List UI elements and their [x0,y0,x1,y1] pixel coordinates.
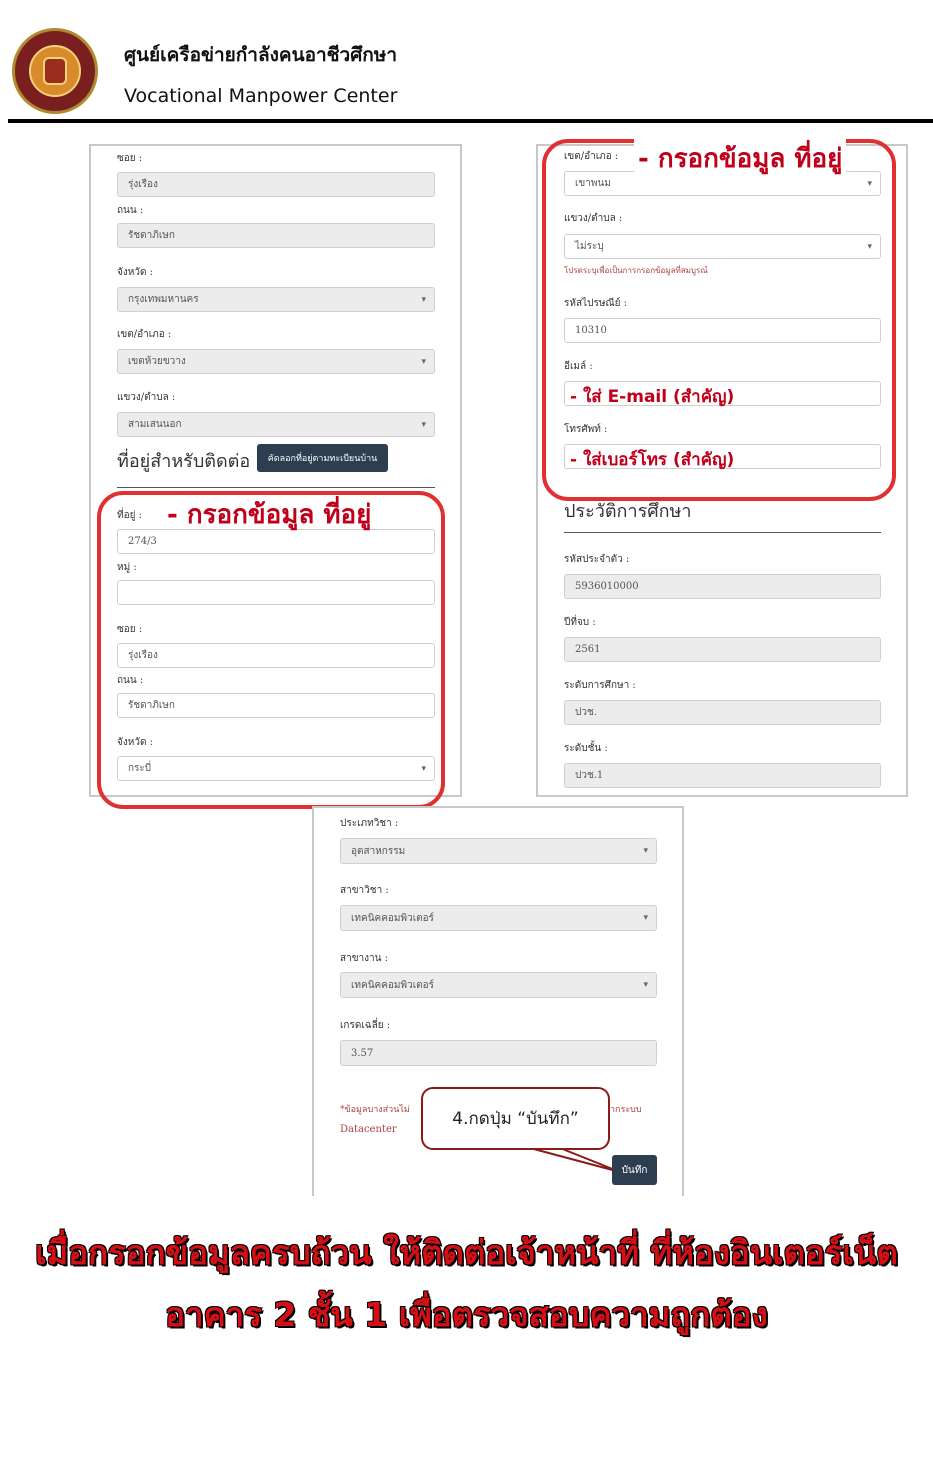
field-label: จังหวัด : [117,267,153,278]
save-button[interactable]: บันทึก [612,1155,657,1185]
field-label: รหัสประจำตัว : [564,554,630,565]
field-label: จังหวัด : [117,737,153,748]
district-select[interactable]: เขตห้วยขวาง ▾ [117,349,435,374]
field-label: ถนน : [117,675,144,686]
work-field-select[interactable]: เทคนิคคอมพิวเตอร์ ▾ [340,972,657,998]
contact-road-input[interactable]: รัชดาภิเษก [117,693,435,718]
instruction-line-2: อาคาร 2 ชั้น 1 เพื่อตรวจสอบความถูกต้อง [165,1295,768,1334]
field-label: อีเมล์ : [564,361,593,372]
subdistrict-hint: โปรดระบุเพื่อเป็นการกรอกข้อมูลที่สมบูรณ์ [564,266,708,275]
road-input[interactable]: รัชดาภิเษก [117,223,435,248]
subdistrict-select[interactable]: สามเสนนอก ▾ [117,412,435,437]
header-title-english: Vocational Manpower Center [124,85,398,107]
contact-section-title: ที่อยู่สำหรับติดต่อ [117,451,251,472]
right-subdistrict-select[interactable]: ไม่ระบุ ▾ [564,234,881,259]
field-label: หมู่ : [117,562,137,573]
student-id-input[interactable]: 5936010000 [564,574,881,599]
contact-province-select[interactable]: กระบี่ ▾ [117,756,435,781]
postal-code-input[interactable]: 10310 [564,318,881,343]
major-select[interactable]: เทคนิคคอมพิวเตอร์ ▾ [340,905,657,931]
field-label: ซอย : [117,624,143,635]
copy-address-button[interactable]: คัดลอกที่อยู่ตามทะเบียนบ้าน [257,444,388,472]
contact-soi-input[interactable]: รุ่งเรือง [117,643,435,668]
subject-type-select[interactable]: อุตสาหกรรม ▾ [340,838,657,864]
annotation-address: - กรอกข้อมูล ที่อยู่ [167,500,372,530]
field-label: แขวง/ตำบล : [117,392,176,403]
field-label: แขวง/ตำบล : [564,213,623,224]
highlight-box-address [97,491,445,809]
note-text-datacenter: Datacenter [340,1124,397,1135]
instruction-line-1: เมื่อกรอกข้อมูลครบถ้วน ให้ติดต่อเจ้าหน้าที่ ที่ห้องอินเตอร์เน็ต [35,1233,898,1272]
annotation-email: - ใส่ E-mail (สำคัญ) [570,387,735,407]
education-level-input[interactable]: ปวช. [564,700,881,725]
note-text-right: ากระบบ [610,1105,642,1115]
callout-press-save: 4.กดปุ่ม “บันทึก” [421,1087,610,1150]
field-label: เขต/อำเภอ : [117,329,172,340]
address-input[interactable]: 274/3 [117,529,435,554]
institution-logo [12,28,98,114]
header-title-thai: ศูนย์เครือข่ายกำลังคนอาชีวศึกษา [124,44,397,66]
field-label: สาขาวิชา : [340,885,389,896]
note-text-left: *ข้อมูลบางส่วนไม่ [340,1105,410,1115]
field-label: รหัสไปรษณีย์ : [564,298,628,309]
education-section-title: ประวัติการศึกษา [564,501,692,522]
section-divider [564,532,881,533]
right-district-select[interactable]: เขาพนม ▾ [564,171,881,196]
field-label: ปีที่จบ : [564,617,596,628]
annotation-address-right: - กรอกข้อมูล ที่อยู่ [634,138,846,179]
header-divider [8,119,933,123]
province-select[interactable]: กรุงเทพมหานคร ▾ [117,287,435,312]
field-label: ระดับชั้น : [564,743,608,754]
graduation-year-input[interactable]: 2561 [564,637,881,662]
field-label: ซอย : [117,153,143,164]
field-label: โทรศัพท์ : [564,424,608,435]
gpa-input[interactable]: 3.57 [340,1040,657,1066]
soi-input[interactable]: รุ่งเรือง [117,172,435,197]
field-label: ถนน : [117,205,144,216]
class-level-input[interactable]: ปวช.1 [564,763,881,788]
field-label: ประเภทวิชา : [340,818,399,829]
field-label: สาขางาน : [340,953,389,964]
field-label: ที่อยู่ : [117,510,143,521]
highlight-box-contact [542,139,896,501]
section-divider [117,487,435,488]
field-label: ระดับการศึกษา : [564,680,636,691]
annotation-phone: - ใส่เบอร์โทร (สำคัญ) [570,450,735,470]
field-label: เกรดเฉลี่ย : [340,1020,391,1031]
field-label: เขต/อำเภอ : [564,151,619,162]
